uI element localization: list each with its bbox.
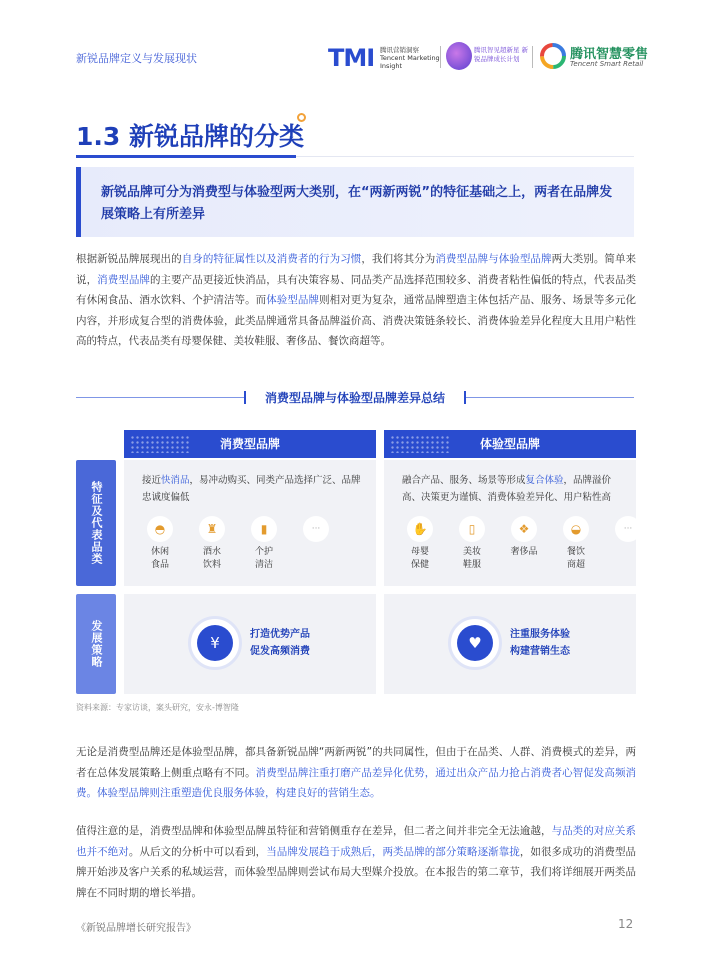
section-title: 1.3 新锐品牌的分类	[76, 122, 304, 151]
smart-retail-name: 腾讯智慧零售	[570, 47, 649, 62]
highlight-text: 消费型品牌	[97, 273, 150, 286]
body-paragraph	[76, 821, 636, 903]
row-label-strategy: 发展策略	[76, 594, 116, 694]
text-run: 融合产品、服务、场景等形成	[402, 475, 526, 486]
highlight-text: 快消品	[161, 475, 190, 486]
tmi-logo	[328, 44, 374, 72]
highlight-text: 复合体验	[525, 475, 564, 486]
heart-hand-icon: ♥	[457, 625, 493, 661]
category-label: 奢侈品	[510, 547, 538, 557]
category-item	[608, 516, 648, 542]
highlight-text: 体验型品牌	[266, 294, 320, 306]
more-icon: ···	[303, 516, 329, 542]
personal-care-icon: ▮	[251, 516, 277, 542]
category-label: 酒水 饮料	[202, 547, 221, 570]
highlight-text: 与品类的对应关系也并不绝对	[76, 825, 637, 858]
dot-pattern-decoration	[130, 435, 190, 453]
highlight-text: 消费型品牌注重打磨产品差异化优势，通过出众产品力抢占消费者心智促发高频消费。体验型品牌则注重塑造优良服务体验，构建良好的营销生态。	[76, 766, 637, 799]
cell-consumption-strategy	[124, 594, 376, 694]
category-item	[244, 516, 284, 572]
title-underline	[76, 155, 296, 158]
category-item	[140, 516, 180, 572]
title-dot-decoration	[297, 113, 306, 122]
snack-icon: ◓	[147, 516, 173, 542]
column-head-experience	[384, 430, 636, 458]
callout-text: 新锐品牌可分为消费型与体验型两大类别，在“两新两锐”的特征基础之上，两者在品牌发展策略上有所差异	[101, 185, 613, 222]
strategy-line: 打造优势产品	[250, 629, 310, 640]
drinks-icon: ♜	[199, 516, 225, 542]
text-run: 接近	[142, 475, 162, 486]
column-head-label: 消费型品牌	[219, 437, 280, 451]
cell-description	[402, 472, 624, 506]
category-item	[452, 516, 492, 572]
highlight-text: 自身的特征属性以及消费者的行为习惯	[181, 253, 362, 265]
title-line-right	[466, 397, 634, 398]
text-run: 根据新锐品牌展现出的	[76, 253, 182, 265]
category-icons-experience	[400, 516, 633, 576]
category-label: 美妆 鞋服	[462, 547, 481, 570]
luxury-icon: ❖	[511, 516, 537, 542]
text-run: 的主要产品更接近快消品，具有决策容易、同品类产品选择范围较多、消费者粘性偏低的特点，代表品类有休闲食品、酒水饮料、个护清洁等。而	[76, 273, 637, 306]
diagram-title-bar	[76, 388, 634, 408]
text-run: ，易冲动购买、同类产品选择广泛、品牌忠诚度偏低	[142, 475, 361, 503]
text-run: 两大类别。简单来说，	[76, 253, 637, 286]
footer-report-name: 《新锐品牌增长研究报告》	[76, 923, 196, 934]
cell-consumption-features	[124, 460, 376, 586]
logo-divider	[532, 46, 533, 68]
cell-experience-features	[384, 460, 636, 586]
category-label: 母婴 保健	[410, 547, 429, 570]
cell-description	[142, 472, 364, 506]
text-run: 。从后文的分析中可以看到，	[128, 845, 267, 858]
row-label-features: 特征及代表品类	[76, 460, 116, 586]
strategy-block	[448, 616, 598, 672]
strategy-line: 注重服务体验	[510, 629, 570, 640]
category-label: 个护 清洁	[254, 547, 273, 570]
tmi-logo-subtitle: 腾讯营销洞察 Tencent Marketing Insight	[380, 46, 440, 70]
page-number: 12	[618, 917, 634, 931]
strategy-line: 构建营销生态	[510, 646, 570, 657]
text-run: 无论是消费型品牌还是体验型品牌，都具备新锐品牌“两新两锐”的共同属性，但由于在品类、人群、消费模式的差异，两者在总体发展策略上侧重点略有不同。	[76, 746, 636, 779]
smart-retail-logo-icon	[540, 43, 566, 69]
beauty-apparel-icon: ▯	[459, 516, 485, 542]
strategy-block	[188, 616, 338, 672]
diagram-title: 消费型品牌与体验型品牌差异总结	[264, 391, 445, 405]
partner-logos	[328, 42, 668, 72]
cell-experience-strategy	[384, 594, 636, 694]
category-item	[192, 516, 232, 572]
strategy-line: 促发高频消费	[250, 646, 310, 657]
text-run: ，如很多成功的消费型品牌开始涉及客户关系的私域运营，而体验型品牌则尝试布局大型媒介投放。在本报告的第二章节，我们将详细展开两类品牌在不同时期的增长举措。	[76, 845, 637, 899]
category-label: 休闲 食品	[150, 547, 169, 570]
column-head-label: 体验型品牌	[479, 437, 540, 451]
category-item	[296, 516, 336, 542]
dining-icon: ◒	[563, 516, 589, 542]
text-run: 值得注意的是，消费型品牌和体验型品牌虽特征和营销侧重存在差异，但二者之间并非完全无法逾越，	[76, 825, 552, 837]
text-run: 则相对更为复杂，通常品牌塑造主体包括产品、服务、场景等多元化内容，并形成复合型的消费体验，此类品牌通常具备品牌溢价高、消费决策链条较长、消费体验差异化程度大且用户粘性高的特点，代表品类有母婴保健、美妆鞋服、奢侈品、餐饮商超等。	[76, 294, 637, 347]
header-section-label: 新锐品牌定义与发展现状	[76, 52, 197, 65]
source-note: 资料来源：专家访谈，案头研究，安永-博智隆	[76, 703, 239, 712]
strategy-text	[510, 626, 570, 660]
baby-care-icon: ✋	[407, 516, 433, 542]
callout-accent-bar	[76, 167, 81, 237]
category-icons-consumption	[140, 516, 370, 576]
tmi-logo-text: TMI	[328, 44, 375, 72]
highlight-text: 消费型品牌与体验型品牌	[435, 253, 552, 265]
title-rule	[296, 156, 634, 157]
logo-divider	[440, 46, 441, 68]
summary-callout	[76, 167, 634, 237]
category-item	[556, 516, 596, 572]
more-icon: ···	[615, 516, 641, 542]
dot-pattern-decoration	[390, 435, 450, 453]
supernova-badge-text: 腾讯智见超新星 新锐品牌成长计划	[474, 46, 529, 63]
category-item	[504, 516, 544, 559]
smart-retail-name-en: Tencent Smart Retail	[570, 60, 644, 68]
body-paragraph	[76, 742, 636, 804]
money-bag-icon: ¥	[197, 625, 233, 661]
body-paragraph	[76, 249, 636, 352]
text-run: ，品牌溢价高、决策更为谨慎、消费体验差异化、用户粘性高	[402, 475, 612, 503]
category-item	[400, 516, 440, 572]
category-label: 餐饮 商超	[566, 547, 585, 570]
column-head-consumption	[124, 430, 376, 458]
text-run: ，我们将其分为	[361, 253, 436, 265]
strategy-text	[250, 626, 310, 660]
supernova-badge-icon	[446, 42, 472, 70]
highlight-text: 当品牌发展趋于成熟后，两类品牌的部分策略逐渐靠拢	[266, 845, 520, 858]
